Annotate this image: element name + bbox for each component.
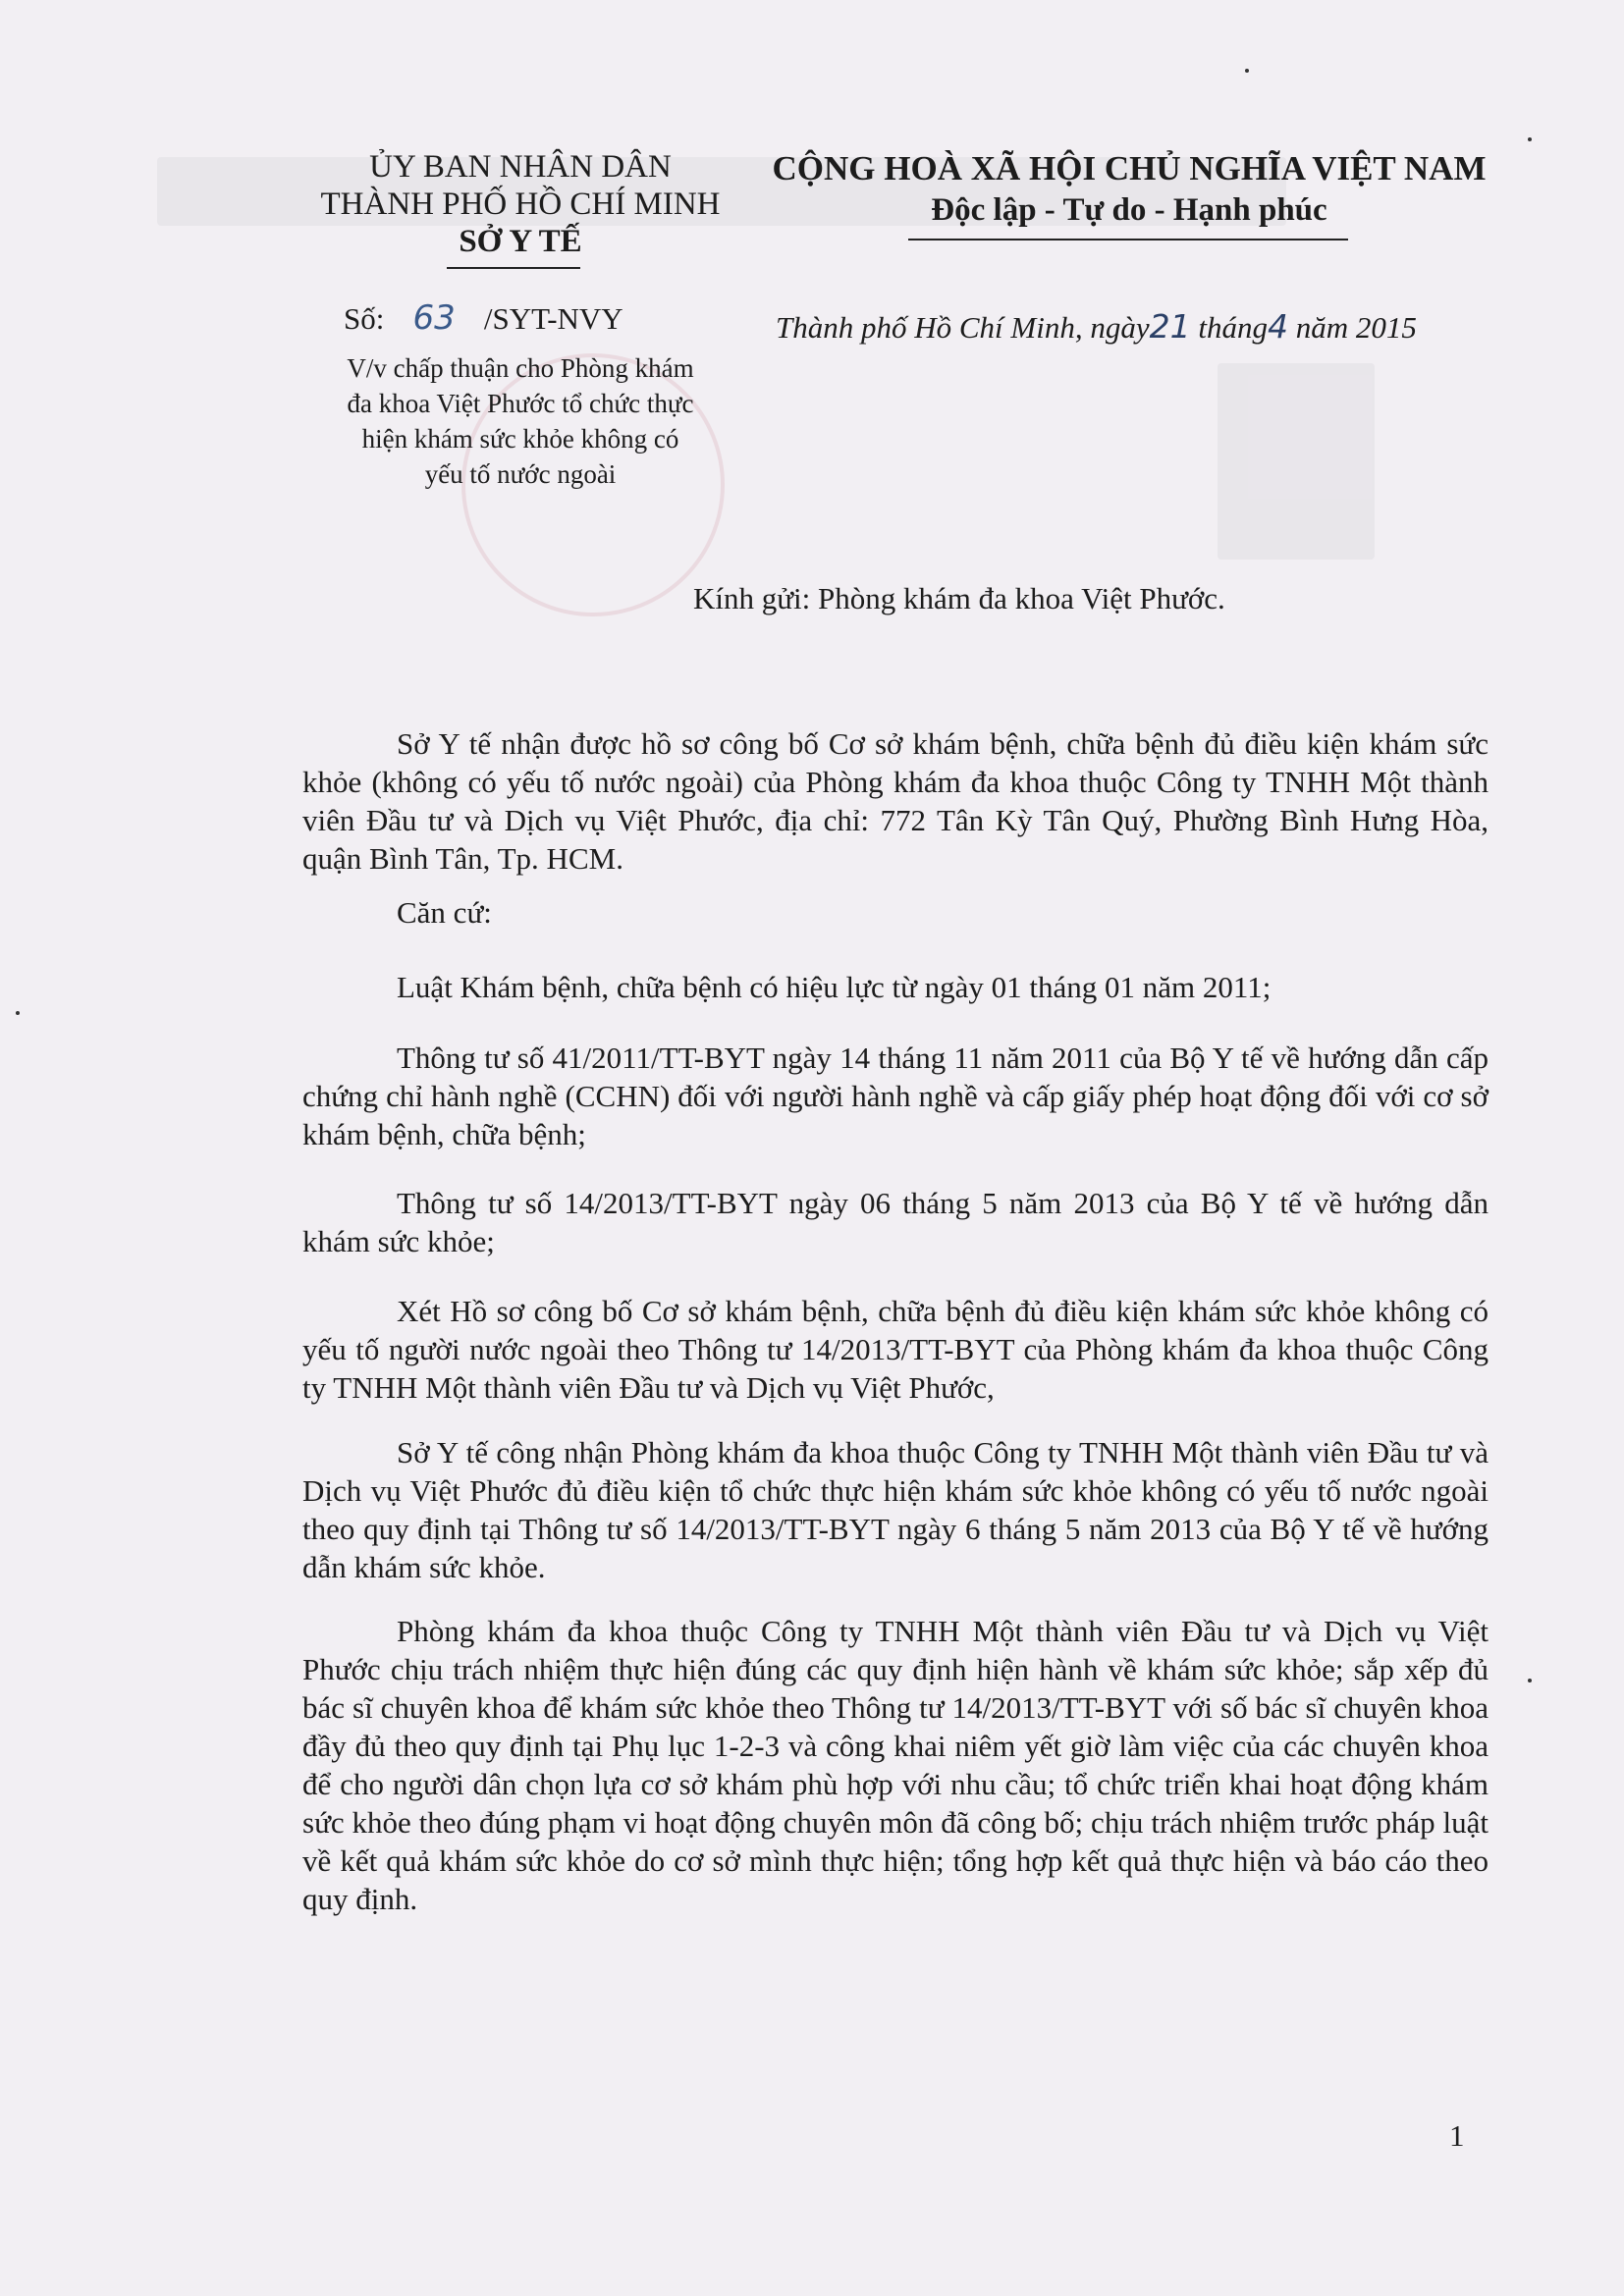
date-month-handwritten: 4 bbox=[1268, 307, 1288, 346]
page-number: 1 bbox=[1449, 2118, 1465, 2153]
so-suffix: /SYT-NVY bbox=[483, 301, 623, 336]
body-paragraph-3: Thông tư số 41/2011/TT-BYT ngày 14 tháng 11 năm 2011 của Bộ Y tế về hướng dẫn cấp chứng chỉ hành nghề (CCHN) đối với người hành nghề và cấp giấy phép hoạt động đối với cơ sở khám bệnh, chữa bệnh; bbox=[302, 1041, 1489, 1151]
motto-underline bbox=[908, 239, 1348, 240]
body-paragraph-5: Xét Hồ sơ công bố Cơ sở khám bệnh, chữa bệnh đủ điều kiện khám sức khỏe không có yếu tố người nước ngoài theo Thông tư 14/2013/TT-BYT của Phòng khám đa khoa thuộc Công ty TNHH Một thành viên Đầu tư và Dịch vụ Việt Phước, bbox=[302, 1294, 1489, 1405]
can-cu-label: Căn cứ: bbox=[397, 895, 492, 930]
scan-speck bbox=[1245, 69, 1249, 73]
document-number bbox=[344, 298, 623, 338]
nation-title: CỘNG HOÀ XÃ HỘI CHỦ NGHĨA VIỆT NAM bbox=[772, 149, 1487, 187]
subject-line: đa khoa Việt Phước tổ chức thực bbox=[347, 389, 694, 418]
recipient-line: Kính gửi: Phòng khám đa khoa Việt Phước. bbox=[693, 581, 1225, 615]
body-paragraph-4: Thông tư số 14/2013/TT-BYT ngày 06 tháng 5 năm 2013 của Bộ Y tế về hướng dẫn khám sức khỏe; bbox=[302, 1186, 1489, 1258]
org-line-1: ỦY BAN NHÂN DÂN bbox=[369, 149, 672, 185]
subject-line: yếu tố nước ngoài bbox=[424, 459, 617, 489]
date-year: năm 2015 bbox=[1295, 310, 1417, 345]
subject-block bbox=[295, 350, 746, 492]
scan-speck bbox=[1528, 137, 1532, 141]
bleed-through bbox=[1218, 363, 1375, 560]
date-month-label: tháng bbox=[1198, 310, 1268, 345]
body-paragraph-6: Sở Y tế công nhận Phòng khám đa khoa thuộc Công ty TNHH Một thành viên Đầu tư và Dịch vụ Việt Phước đủ điều kiện tổ chức thực hiện khám sức khỏe không có yếu tố nước ngoài theo quy định tại Thông tư số 14/2013/TT-BYT ngày 6 tháng 5 năm 2013 của Bộ Y tế về hướng dẫn khám sức khỏe. bbox=[302, 1435, 1489, 1584]
subject-line: V/v chấp thuận cho Phòng khám bbox=[347, 353, 694, 383]
org-line-2: THÀNH PHỐ HỒ CHÍ MINH bbox=[320, 187, 721, 222]
date-prefix: Thành phố Hồ Chí Minh, ngày bbox=[776, 310, 1150, 345]
body-paragraph-1: Sở Y tế nhận được hồ sơ công bố Cơ sở khám bệnh, chữa bệnh đủ điều kiện khám sức khỏe (không có yếu tố nước ngoài) của Phòng khám đa khoa thuộc Công ty TNHH Một thành viên Đầu tư và Dịch vụ Việt Phước, địa chỉ: 772 Tân Kỳ Tân Quý, Phường Bình Hưng Hòa, quận Bình Tân, Tp. HCM. bbox=[302, 726, 1489, 876]
so-label: Số: bbox=[344, 301, 385, 336]
body-paragraph-7: Phòng khám đa khoa thuộc Công ty TNHH Một thành viên Đầu tư và Dịch vụ Việt Phước chịu trách nhiệm thực hiện đúng các quy định hiện hành về khám sức khỏe; sắp xếp đủ bác sĩ chuyên khoa để khám sức khỏe theo Thông tư 14/2013/TT-BYT với số bác sĩ chuyên khoa đầy đủ theo quy định tại Phụ lục 1-2-3 và công khai niêm yết giờ làm việc của các chuyên khoa để cho người dân chọn lựa cơ sở khám phù hợp với nhu cầu; tổ chức triển khai hoạt động khám sức khỏe theo đúng phạm vi hoạt động chuyên môn đã công bố; chịu trách nhiệm trước pháp luật về kết quả khám sức khỏe do cơ sở mình thực hiện; tổng hợp kết quả thực hiện và báo cáo theo quy định. bbox=[302, 1614, 1489, 1916]
org-line-3: SỞ Y TẾ bbox=[459, 224, 582, 259]
nation-motto: Độc lập - Tự do - Hạnh phúc bbox=[931, 192, 1327, 228]
subject-line: hiện khám sức khỏe không có bbox=[361, 424, 679, 454]
place-date bbox=[776, 307, 1417, 346]
scan-speck bbox=[1528, 1679, 1532, 1682]
org-underline bbox=[447, 267, 580, 269]
date-day-handwritten: 21 bbox=[1149, 307, 1191, 346]
so-number-handwritten: 63 bbox=[412, 298, 456, 338]
body-paragraph-2: Luật Khám bệnh, chữa bệnh có hiệu lực từ ngày 01 tháng 01 năm 2011; bbox=[397, 970, 1272, 1004]
scan-speck bbox=[16, 1011, 20, 1015]
